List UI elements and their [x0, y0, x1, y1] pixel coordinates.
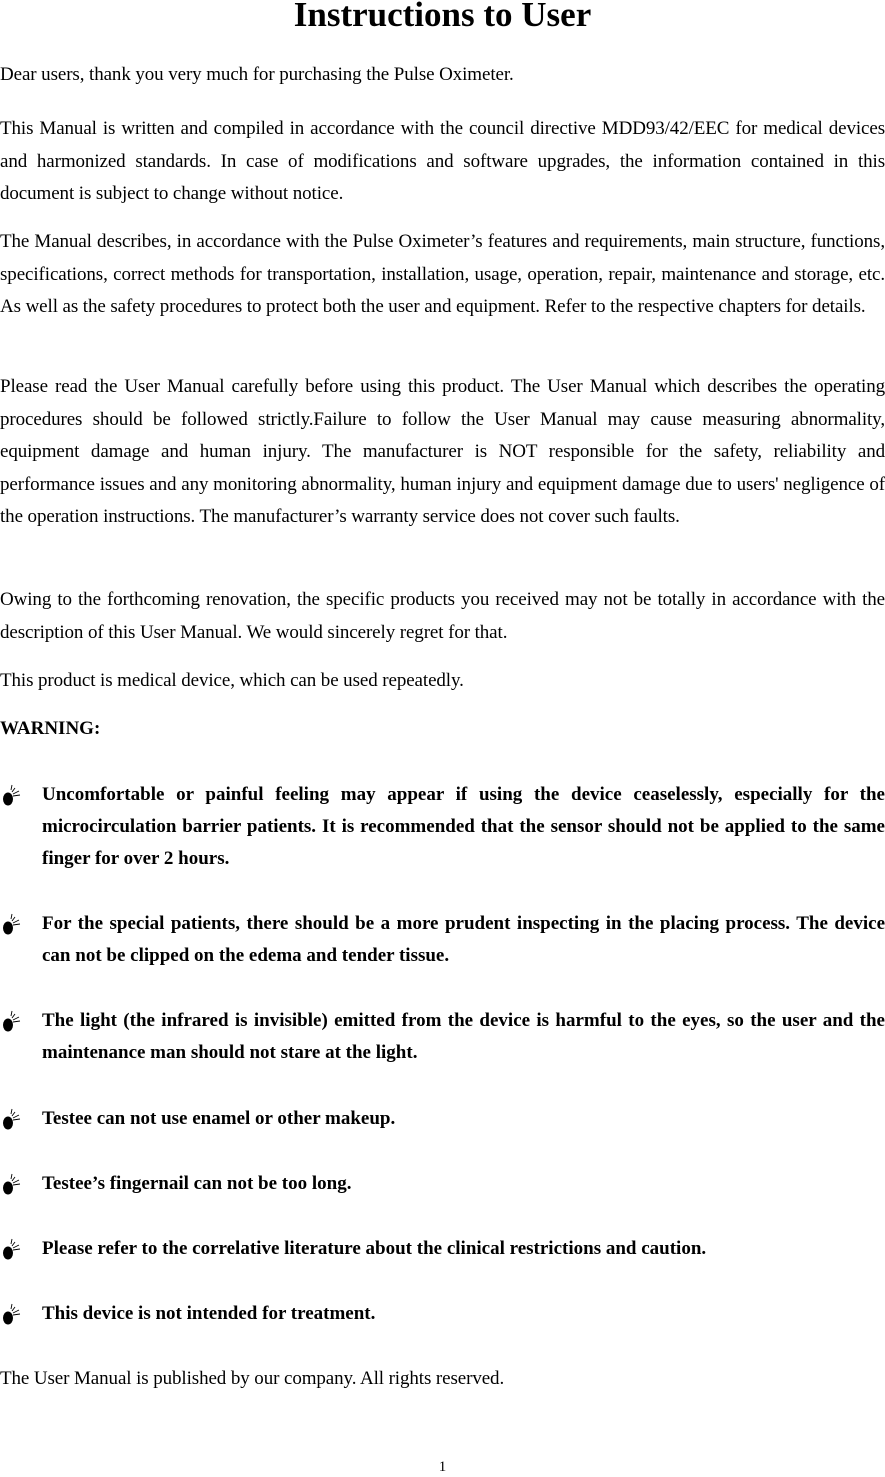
read-manual-paragraph: Please read the User Manual carefully before using this product. The User Manual which describes the operating procedures should be followed strictly.Failure to follow the User Manual may cause measuring abnormality, equipment damage and human injury. The manufacturer is NOT responsible for the safety, reliability and performance issues and any monitoring abnormality, human injury and equipment damage due to users' negligence of the operation instructions. The manufacturer’s warranty service does not cover such faults.	[0, 376, 885, 527]
warning-text: For the special patients, there should be a more prudent inspecting in the placing process. The device can not be clipped on the edema and tender tissue.	[42, 913, 885, 966]
medical-device-paragraph: This product is medical device, which can be used repeatedly.	[0, 670, 464, 691]
mouse-bullet-icon	[0, 1103, 30, 1135]
mouse-bullet-icon	[0, 1168, 30, 1200]
warning-text: Uncomfortable or painful feeling may appear if using the device ceaselessly, especially for the microcirculation barrier patients. It is recommended that the sensor should not be applied to the same finger for over 2 hours.	[42, 784, 885, 869]
renovation-paragraph: Owing to the forthcoming renovation, the specific products you received may not be totally in accordance with the description of this User Manual. We would sincerely regret for that.	[0, 589, 885, 643]
warning-heading: WARNING:	[0, 718, 101, 739]
copyright-paragraph: The User Manual is published by our company. All rights reserved.	[0, 1368, 505, 1389]
warning-text: Testee can not use enamel or other makeup.	[42, 1108, 396, 1129]
page-title: Instructions to User	[293, 0, 592, 34]
mouse-bullet-icon	[0, 1233, 30, 1265]
mouse-bullet-icon	[0, 1298, 30, 1330]
mouse-bullet-icon	[0, 779, 30, 811]
manual-description-paragraph: The Manual describes, in accordance with the Pulse Oximeter’s features and requirements, main structure, functions, specifications, correct methods for transportation, installation, usage, operation, repair, maintenance and storage, etc. As well as the safety procedures to protect both the user and equipment. Refer to the respective chapters for details.	[0, 231, 885, 317]
page-number: 1	[438, 1459, 447, 1475]
warning-text: Testee’s fingernail can not be too long.	[42, 1173, 352, 1194]
warning-text: The light (the infrared is invisible) emitted from the device is harmful to the eyes, so the user and the maintenance man should not stare at the light.	[42, 1010, 885, 1063]
mouse-bullet-icon	[0, 908, 30, 940]
warning-text: This device is not intended for treatment.	[42, 1303, 376, 1324]
greeting-paragraph: Dear users, thank you very much for purchasing the Pulse Oximeter.	[0, 64, 514, 85]
mouse-bullet-icon	[0, 1005, 30, 1037]
compliance-paragraph: This Manual is written and compiled in accordance with the council directive MDD93/42/EEC for medical devices and harmonized standards. In case of modifications and software upgrades, the information contained in this document is subject to change without notice.	[0, 118, 885, 204]
warning-text: Please refer to the correlative literature about the clinical restrictions and caution.	[42, 1238, 707, 1259]
